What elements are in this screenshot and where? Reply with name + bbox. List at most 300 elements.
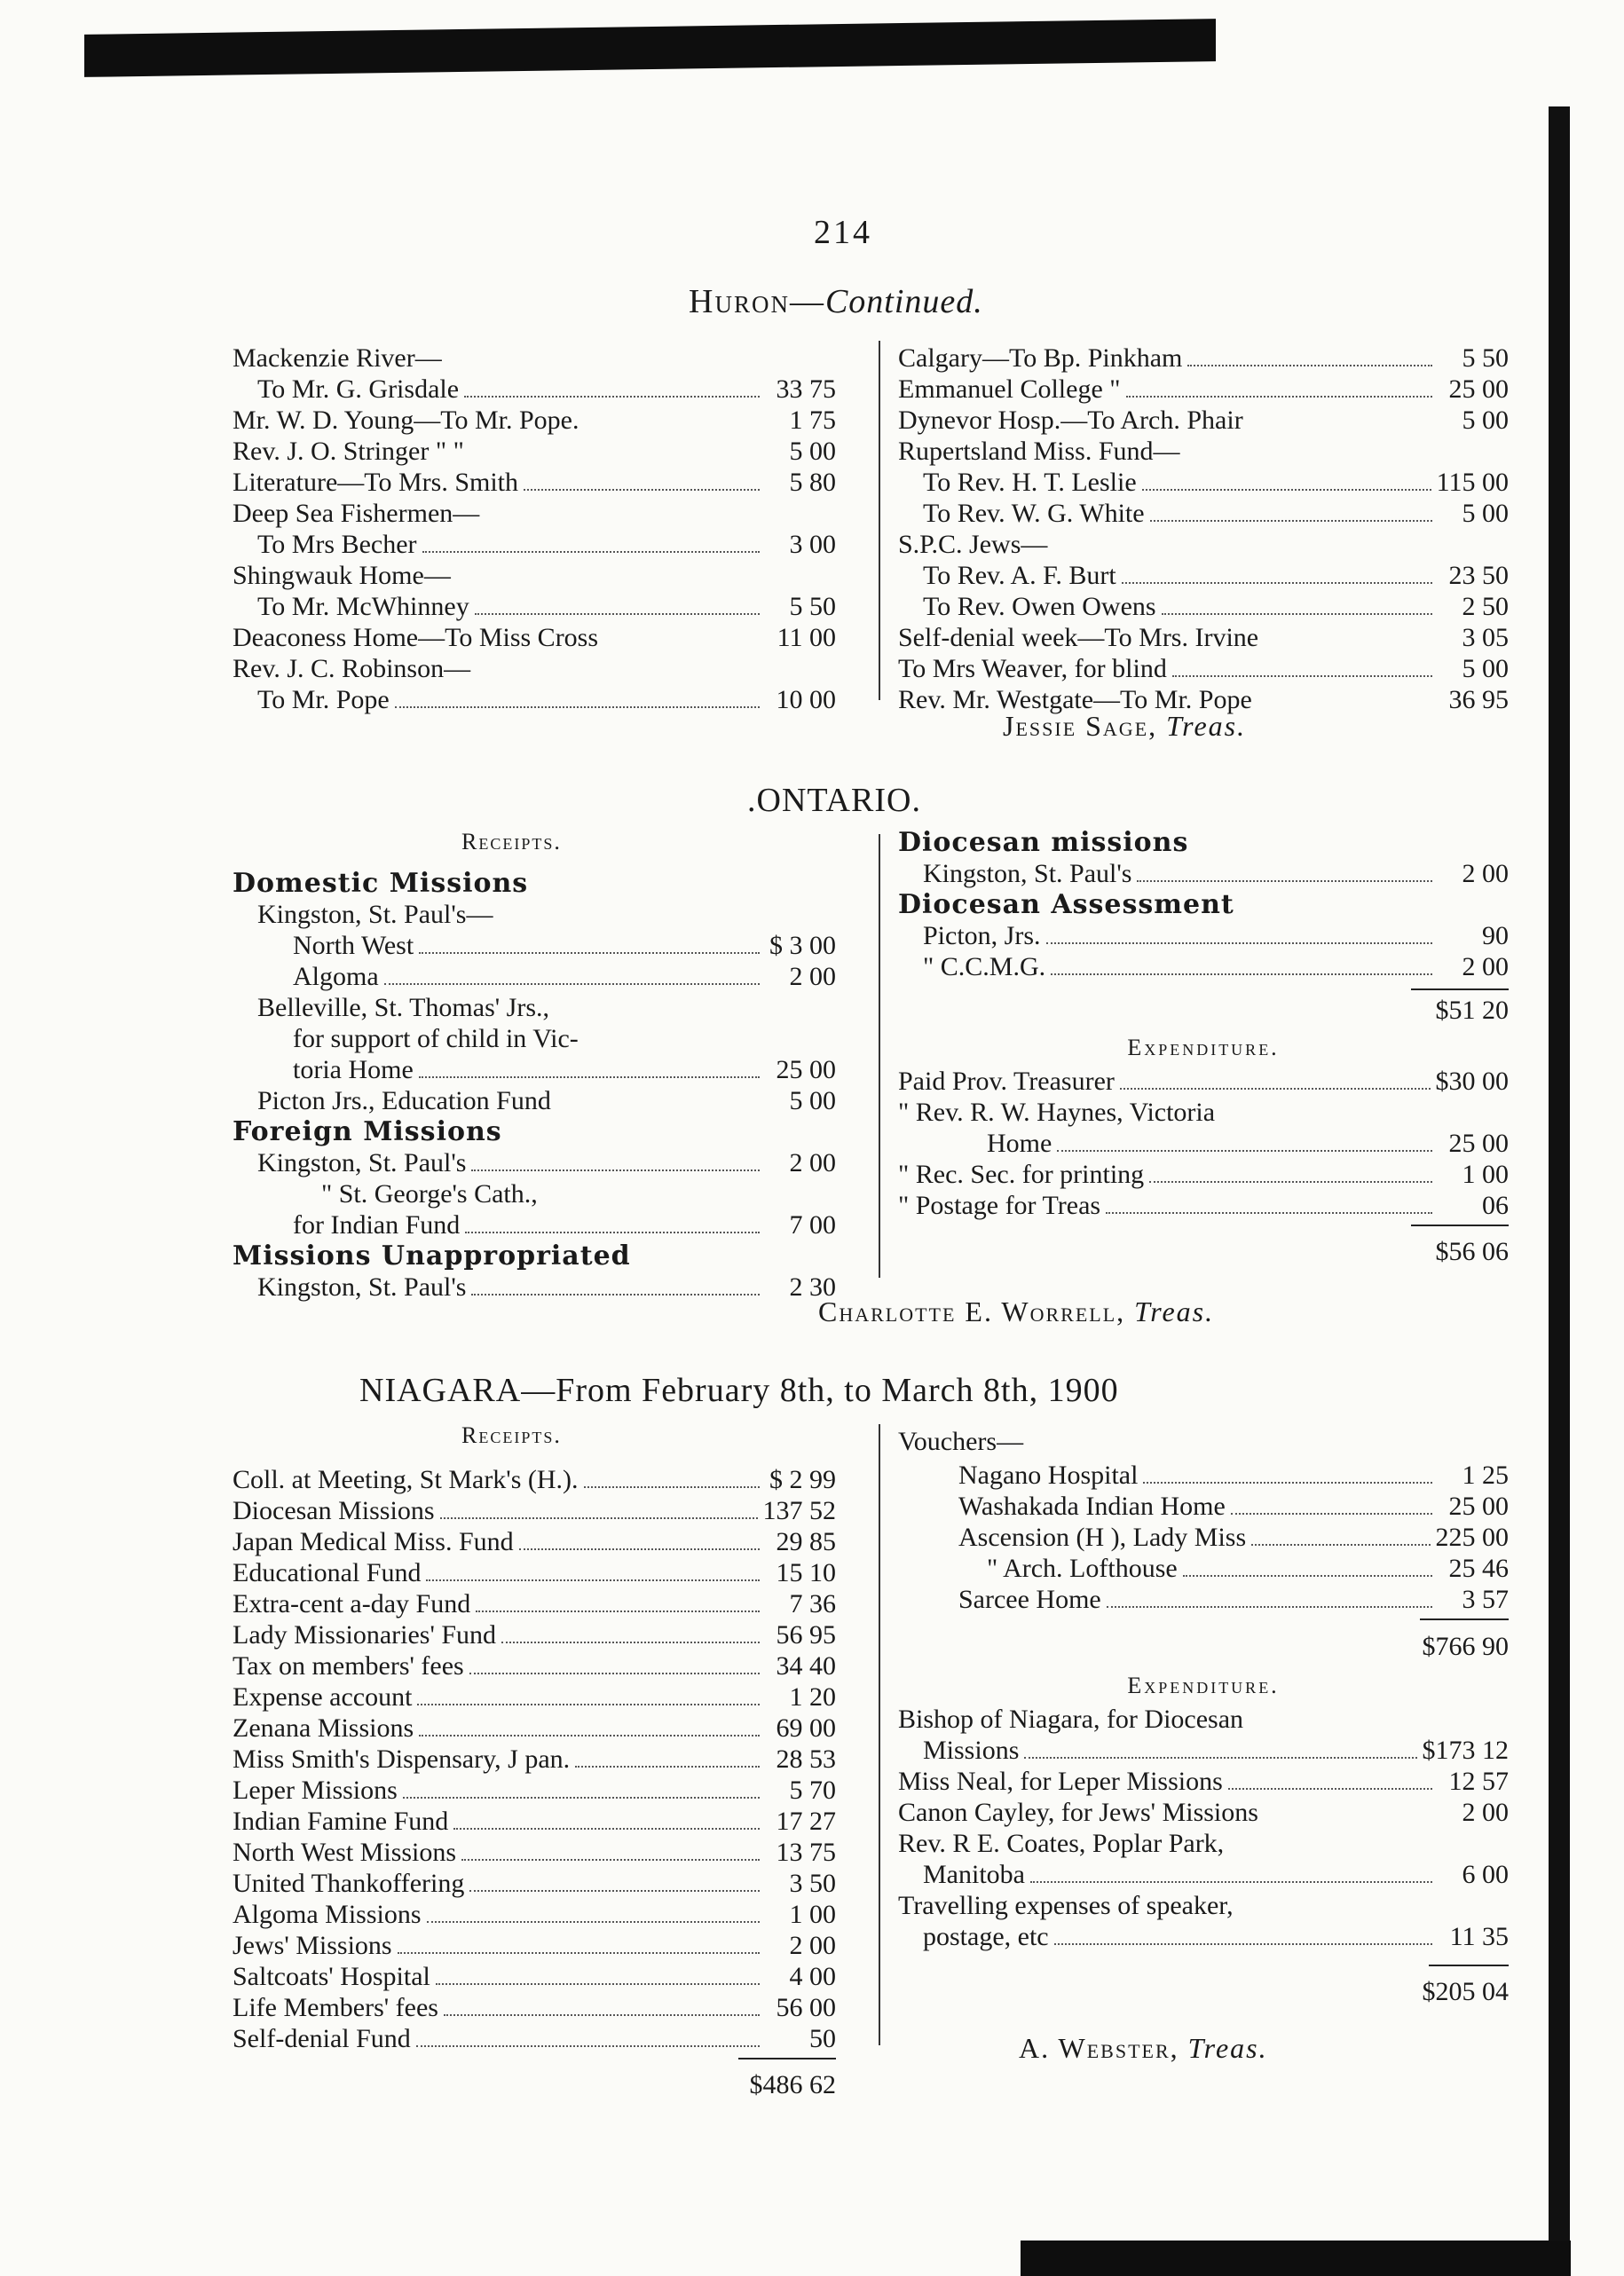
- ledger-entry: [898, 1491, 1509, 1522]
- entry-label: Rev. Mr. Westgate—To Mr. Pope: [898, 685, 1252, 714]
- entry-label: Rev. J. O. Stringer " ": [233, 437, 464, 466]
- ontario-signature-title: Treas.: [1134, 1296, 1215, 1327]
- entry-label: " Postage for Treas: [898, 1191, 1101, 1220]
- dot-leader: [1122, 582, 1432, 584]
- dot-leader: [1172, 675, 1432, 677]
- dot-leader: [1030, 1881, 1432, 1883]
- ledger-entry: [898, 591, 1509, 622]
- dot-leader: [419, 1076, 760, 1078]
- entry-amount: 06: [1482, 1191, 1509, 1220]
- ledger-entry: [233, 1526, 836, 1557]
- entry-amount: 33 75: [776, 374, 836, 404]
- entry-label: " Rec. Sec. for printing: [898, 1160, 1145, 1189]
- ledger-entry: [233, 436, 836, 467]
- ledger-entry: [233, 1713, 836, 1744]
- dot-leader: [524, 489, 760, 491]
- section-heading: Domestic Missions: [233, 868, 529, 899]
- ledger-entry: [898, 436, 1509, 467]
- dot-leader: [1054, 1943, 1432, 1945]
- column-divider: [879, 834, 880, 1278]
- entry-amount: 7 00: [789, 1210, 836, 1240]
- ledger-entry: [898, 1735, 1509, 1766]
- ontario-heading: .ONTARIO.: [747, 782, 921, 819]
- dot-leader: [1228, 1788, 1432, 1790]
- niagara-receipts-label: Receipts.: [461, 1422, 562, 1448]
- ledger-entry: [233, 1495, 836, 1526]
- ledger-entry: [233, 992, 836, 1023]
- ledger-entry: [233, 930, 836, 961]
- entry-label: for Indian Fund: [293, 1210, 461, 1240]
- entry-label: postage, etc: [923, 1922, 1049, 1951]
- ontario-signature: [818, 1296, 1214, 1328]
- entry-amount: $ 2 99: [769, 1465, 836, 1494]
- ledger-entry: [233, 1147, 836, 1178]
- niagara-receipts-list: [233, 1464, 836, 2054]
- entry-amount: 5 00: [1462, 499, 1509, 528]
- ledger-entry: [233, 1775, 836, 1806]
- niagara-expenditure-total: $205 04: [1422, 1977, 1509, 2006]
- dot-leader: [465, 1232, 760, 1233]
- entry-label: Ascension (H ), Lady Miss: [958, 1523, 1247, 1552]
- entry-label: Travelling expenses of speaker,: [898, 1891, 1234, 1920]
- entry-label: Self-denial week—To Mrs. Irvine: [898, 623, 1259, 652]
- entry-amount: 1 00: [789, 1900, 836, 1929]
- dot-leader: [1231, 1513, 1432, 1515]
- ledger-entry: [233, 405, 836, 436]
- ledger-entry: [233, 2023, 836, 2054]
- dot-leader: [436, 1983, 760, 1985]
- niagara-signature-title: Treas.: [1187, 2032, 1268, 2064]
- ledger-entry: [233, 1961, 836, 1992]
- dot-leader: [419, 952, 760, 954]
- entry-label: To Mr. G. Grisdale: [257, 374, 460, 404]
- entry-amount: 25 00: [1448, 1492, 1509, 1521]
- niagara-right-column: [898, 1424, 1509, 2012]
- dot-leader: [1187, 365, 1432, 366]
- entry-label: Self-denial Fund: [233, 2024, 411, 2053]
- huron-left-column: [233, 343, 836, 715]
- dot-leader: [1149, 1181, 1432, 1183]
- entry-label: Deep Sea Fishermen—: [233, 499, 480, 528]
- niagara-vouchers-label: Vouchers—: [898, 1427, 1024, 1456]
- entry-label: Sarcee Home: [958, 1585, 1101, 1614]
- huron-heading-text: Huron—: [689, 283, 825, 320]
- entry-label: Kingston, St. Paul's: [257, 1272, 467, 1302]
- ledger-entry: [233, 591, 836, 622]
- section-heading: Diocesan Assessment: [898, 889, 1234, 920]
- dot-leader: [1137, 880, 1432, 882]
- entry-label: Kingston, St. Paul's: [257, 1148, 467, 1177]
- dot-leader: [1107, 1606, 1432, 1608]
- entry-label: Deaconess Home—To Miss Cross: [233, 623, 599, 652]
- niagara-vouchers-total: $766 90: [1422, 1632, 1509, 1661]
- entry-label: To Rev. H. T. Leslie: [923, 468, 1137, 497]
- entry-amount: 50: [809, 2024, 836, 2053]
- ledger-entry: [898, 858, 1509, 889]
- dot-leader: [398, 1952, 760, 1954]
- ledger-entry: [898, 1066, 1509, 1097]
- niagara-heading: NIAGARA—From February 8th, to March 8th, 1900: [359, 1372, 1119, 1409]
- ledger-entry: [233, 1992, 836, 2023]
- dot-leader: [1051, 973, 1432, 975]
- ledger-entry: [898, 405, 1509, 436]
- ledger-entry: [233, 1023, 836, 1054]
- dot-leader: [426, 1579, 760, 1581]
- entry-label: Kingston, St. Paul's: [923, 859, 1132, 888]
- ledger-entry: [898, 1584, 1509, 1615]
- dot-leader: [416, 2045, 760, 2047]
- entry-label: Expense account: [233, 1682, 413, 1712]
- entry-label: " Arch. Lofthouse: [987, 1554, 1178, 1583]
- entry-label: toria Home: [293, 1055, 414, 1084]
- ledger-entry: [233, 1806, 836, 1837]
- dot-leader: [519, 1548, 760, 1550]
- entry-amount: 56 95: [776, 1620, 836, 1650]
- entry-amount: 90: [1482, 921, 1509, 950]
- entry-amount: 34 40: [776, 1651, 836, 1681]
- dot-leader: [464, 396, 760, 398]
- entry-amount: 2 00: [1462, 1798, 1509, 1827]
- ledger-entry: [898, 374, 1509, 405]
- dot-leader: [1106, 1212, 1432, 1214]
- huron-heading-italic: Continued.: [824, 283, 983, 320]
- ledger-entry: [898, 498, 1509, 529]
- entry-amount: 3 00: [789, 530, 836, 559]
- ledger-entry: [233, 1178, 836, 1209]
- ledger-entry: [898, 622, 1509, 653]
- entry-label: Emmanuel College ": [898, 374, 1121, 404]
- entry-label: To Rev. A. F. Burt: [923, 561, 1116, 590]
- dot-leader: [575, 1766, 760, 1768]
- dot-leader: [417, 1704, 760, 1705]
- entry-label: Jews' Missions: [233, 1931, 392, 1960]
- huron-signature-name: Jessie Sage,: [1003, 710, 1158, 742]
- entry-amount: 2 00: [1462, 859, 1509, 888]
- entry-label: To Rev. Owen Owens: [923, 592, 1156, 621]
- niagara-receipts-total: $486 62: [749, 2070, 836, 2099]
- entry-label: " Rev. R. W. Haynes, Victoria: [898, 1098, 1216, 1127]
- entry-label: To Mr. McWhinney: [257, 592, 469, 621]
- entry-label: Literature—To Mrs. Smith: [233, 468, 519, 497]
- entry-amount: 28 53: [776, 1744, 836, 1774]
- entry-label: Nagano Hospital: [958, 1461, 1139, 1490]
- huron-heading: [689, 282, 983, 321]
- entry-amount: 5 00: [789, 437, 836, 466]
- entry-amount: $30 00: [1435, 1067, 1509, 1096]
- dot-leader: [403, 1797, 760, 1799]
- entry-amount: 7 36: [789, 1589, 836, 1618]
- ledger-entry: [898, 529, 1509, 560]
- entry-label: Picton Jrs., Education Fund: [257, 1086, 551, 1115]
- entry-amount: $ 3 00: [769, 931, 836, 960]
- niagara-signature-name: A. Webster,: [1019, 2032, 1179, 2064]
- section-heading: Diocesan missions: [898, 827, 1189, 858]
- ontario-receipts-label: Receipts.: [461, 829, 562, 854]
- entry-label: Saltcoats' Hospital: [233, 1962, 430, 1991]
- niagara-vouchers-list: [898, 1460, 1509, 1615]
- ledger-entry: [233, 1272, 836, 1303]
- entry-amount: 5 00: [1462, 406, 1509, 435]
- entry-amount: 115 00: [1436, 468, 1509, 497]
- page-number: 214: [814, 214, 872, 251]
- entry-label: Calgary—To Bp. Pinkham: [898, 343, 1183, 373]
- entry-label: for support of child in Vic-: [293, 1024, 579, 1053]
- dot-leader: [475, 613, 760, 615]
- entry-label: North West Missions: [233, 1838, 457, 1867]
- scan-border-top: [84, 19, 1216, 77]
- entry-label: Zenana Missions: [233, 1713, 414, 1743]
- entry-amount: 1 25: [1462, 1461, 1509, 1490]
- ledger-entry: [233, 1619, 836, 1650]
- ontario-expenditure-list: [898, 1066, 1509, 1221]
- dot-leader: [469, 1673, 760, 1674]
- entry-amount: 36 95: [1448, 685, 1509, 714]
- dot-leader: [453, 1828, 760, 1830]
- entry-label: Mr. W. D. Young—To Mr. Pope.: [233, 406, 579, 435]
- entry-amount: 3 50: [789, 1869, 836, 1898]
- ledger-entry: [898, 1921, 1509, 1952]
- entry-label: Mackenzie River—: [233, 343, 442, 373]
- ledger-entry: [898, 1704, 1509, 1735]
- entry-amount: 1 75: [789, 406, 836, 435]
- entry-label: Belleville, St. Thomas' Jrs.,: [257, 993, 550, 1022]
- entry-amount: 2 30: [789, 1272, 836, 1302]
- ledger-entry: [233, 1744, 836, 1775]
- entry-amount: 25 00: [776, 1055, 836, 1084]
- ledger-entry: [233, 1930, 836, 1961]
- ledger-entry: [898, 1159, 1509, 1190]
- entry-amount: 11 35: [1449, 1922, 1509, 1951]
- entry-label: " C.C.M.G.: [923, 952, 1046, 981]
- entry-label: Shingwauk Home—: [233, 561, 451, 590]
- entry-amount: 225 00: [1435, 1523, 1509, 1552]
- entry-amount: 56 00: [776, 1993, 836, 2022]
- dot-leader: [395, 706, 760, 708]
- entry-label: Tax on members' fees: [233, 1651, 464, 1681]
- ledger-entry: [898, 343, 1509, 374]
- ledger-entry: [898, 1460, 1509, 1491]
- dot-leader: [476, 1611, 760, 1612]
- entry-label: North West: [293, 931, 414, 960]
- ledger-entry: [898, 467, 1509, 498]
- entry-label: Bishop of Niagara, for Diocesan: [898, 1705, 1244, 1734]
- entry-label: To Mrs Becher: [257, 530, 417, 559]
- dot-leader: [1046, 942, 1432, 944]
- entry-label: S.P.C. Jews—: [898, 530, 1048, 559]
- ledger-entry: [898, 1890, 1509, 1921]
- entry-label: Manitoba: [923, 1860, 1025, 1889]
- entry-amount: 11 00: [777, 623, 836, 652]
- dot-leader: [419, 1735, 760, 1737]
- entry-amount: 5 50: [1462, 343, 1509, 373]
- ledger-entry: [233, 653, 836, 684]
- entry-label: Picton, Jrs.: [923, 921, 1041, 950]
- entry-amount: $173 12: [1422, 1736, 1509, 1765]
- ledger-entry: [233, 1650, 836, 1681]
- ledger-entry: [898, 1797, 1509, 1828]
- dot-leader: [1126, 396, 1432, 398]
- ledger-entry: [233, 529, 836, 560]
- ledger-entry: [233, 899, 836, 930]
- dot-leader: [444, 2014, 760, 2016]
- dot-leader: [1142, 489, 1431, 491]
- niagara-receipts-summary: [233, 2054, 836, 2105]
- entry-amount: 2 00: [789, 962, 836, 991]
- entry-label: Paid Prov. Treasurer: [898, 1067, 1115, 1096]
- entry-label: Algoma Missions: [233, 1900, 422, 1929]
- total-rule: [1411, 1225, 1509, 1226]
- dot-leader: [469, 1890, 760, 1892]
- ledger-entry: [898, 653, 1509, 684]
- ledger-entry: [233, 1054, 836, 1085]
- entry-label: Rev. J. C. Robinson—: [233, 654, 471, 683]
- ledger-entry: [233, 1588, 836, 1619]
- niagara-signature: [1019, 2032, 1268, 2065]
- entry-label: Extra-cent a-day Fund: [233, 1589, 471, 1618]
- entry-label: Dynevor Hosp.—To Arch. Phair: [898, 406, 1243, 435]
- ledger-entry: [233, 1085, 836, 1116]
- ledger-entry: [233, 961, 836, 992]
- dot-leader: [384, 983, 760, 985]
- entry-amount: 2 50: [1462, 592, 1509, 621]
- entry-label: To Mr. Pope: [257, 685, 390, 714]
- huron-signature-title: Treas.: [1166, 710, 1247, 742]
- column-divider: [879, 1424, 880, 2045]
- entry-amount: 25 46: [1448, 1554, 1509, 1583]
- ontario-right-summary: [898, 985, 1509, 1272]
- entry-label: Kingston, St. Paul's—: [257, 900, 493, 929]
- dot-leader: [1143, 1482, 1432, 1484]
- entry-label: Algoma: [293, 962, 379, 991]
- ledger-entry: [233, 684, 836, 715]
- ontario-signature-name: Charlotte E. Worrell,: [818, 1296, 1126, 1327]
- entry-label: Miss Smith's Dispensary, J pan.: [233, 1744, 571, 1774]
- entry-label: Educational Fund: [233, 1558, 422, 1587]
- ledger-entry: [898, 1097, 1509, 1128]
- ontario-expenditure-total: $56 06: [1435, 1237, 1509, 1266]
- entry-amount: 17 27: [776, 1807, 836, 1836]
- ledger-entry: [233, 1557, 836, 1588]
- entry-amount: 4 00: [789, 1962, 836, 1991]
- entry-amount: 5 00: [1462, 654, 1509, 683]
- entry-amount: 1 20: [789, 1682, 836, 1712]
- entry-label: Leper Missions: [233, 1776, 398, 1805]
- entry-label: United Thankoffering: [233, 1869, 465, 1898]
- dot-leader: [1162, 613, 1432, 615]
- section-heading: Missions Unappropriated: [233, 1240, 631, 1272]
- ledger-entry: [233, 498, 836, 529]
- ledger-entry: [898, 920, 1509, 951]
- ledger-entry: [233, 1681, 836, 1713]
- entry-amount: 10 00: [776, 685, 836, 714]
- ledger-entry: [233, 1464, 836, 1495]
- ledger-entry: [898, 1128, 1509, 1159]
- total-rule: [1429, 1965, 1509, 1966]
- entry-amount: 137 52: [762, 1496, 836, 1525]
- ledger-entry: [898, 1553, 1509, 1584]
- dot-leader: [584, 1486, 760, 1488]
- dot-leader: [1024, 1757, 1416, 1759]
- entry-label: Home: [987, 1129, 1052, 1158]
- entry-amount: 3 05: [1462, 623, 1509, 652]
- entry-label: Diocesan Missions: [233, 1496, 435, 1525]
- entry-amount: 2 00: [789, 1931, 836, 1960]
- dot-leader: [422, 551, 760, 553]
- dot-leader: [1150, 520, 1432, 522]
- entry-label: Rupertsland Miss. Fund—: [898, 437, 1180, 466]
- section-heading: Foreign Missions: [233, 1116, 502, 1147]
- dot-leader: [1251, 1544, 1430, 1546]
- total-rule: [738, 2058, 836, 2059]
- entry-label: Canon Cayley, for Jews' Missions: [898, 1798, 1258, 1827]
- dot-leader: [471, 1170, 760, 1171]
- entry-amount: 5 70: [789, 1776, 836, 1805]
- entry-label: Indian Famine Fund: [233, 1807, 449, 1836]
- dot-leader: [501, 1642, 760, 1643]
- ledger-entry: [233, 1868, 836, 1899]
- entry-amount: 13 75: [776, 1838, 836, 1867]
- entry-label: " St. George's Cath.,: [321, 1179, 538, 1209]
- entry-amount: 5 00: [789, 1086, 836, 1115]
- column-divider: [879, 341, 880, 700]
- entry-amount: 23 50: [1448, 561, 1509, 590]
- ontario-expenditure-label: Expenditure.: [1127, 1035, 1280, 1060]
- entry-amount: 29 85: [776, 1527, 836, 1556]
- entry-amount: 6 00: [1462, 1860, 1509, 1889]
- niagara-expenditure-list: [898, 1704, 1509, 1952]
- ledger-entry: [898, 951, 1509, 982]
- ledger-entry: [233, 1837, 836, 1868]
- entry-label: Life Members' fees: [233, 1993, 438, 2022]
- ontario-left-column: [233, 868, 836, 1303]
- scan-border-right: [1549, 106, 1570, 2272]
- ledger-entry: [233, 560, 836, 591]
- ledger-entry: [233, 1899, 836, 1930]
- ontario-receipts-total: $51 20: [1435, 996, 1509, 1025]
- entry-label: Rev. R E. Coates, Poplar Park,: [898, 1829, 1225, 1858]
- ledger-entry: [898, 1522, 1509, 1553]
- entry-label: Washakada Indian Home: [958, 1492, 1226, 1521]
- entry-label: Miss Neal, for Leper Missions: [898, 1767, 1223, 1796]
- ledger-entry: [233, 622, 836, 653]
- dot-leader: [471, 1294, 760, 1296]
- entry-amount: 12 57: [1448, 1767, 1509, 1796]
- entry-amount: 15 10: [776, 1558, 836, 1587]
- ledger-entry: [233, 467, 836, 498]
- entry-amount: 2 00: [1462, 952, 1509, 981]
- ledger-entry: [898, 1766, 1509, 1797]
- dot-leader: [461, 1859, 760, 1861]
- entry-label: To Mrs Weaver, for blind: [898, 654, 1167, 683]
- ledger-entry: [898, 1828, 1509, 1859]
- entry-label: Missions: [923, 1736, 1020, 1765]
- ledger-entry: [898, 1859, 1509, 1890]
- ledger-entry: [233, 374, 836, 405]
- entry-amount: 2 00: [789, 1148, 836, 1177]
- entry-label: Japan Medical Miss. Fund: [233, 1527, 514, 1556]
- ledger-entry: [898, 560, 1509, 591]
- entry-label: To Rev. W. G. White: [923, 499, 1145, 528]
- scan-border-bottom: [1021, 2241, 1571, 2276]
- entry-amount: 25 00: [1448, 374, 1509, 404]
- ledger-entry: [233, 1209, 836, 1240]
- dot-leader: [427, 1921, 760, 1923]
- huron-signature: [1003, 710, 1246, 743]
- dot-leader: [1183, 1575, 1432, 1577]
- ontario-right-column: [898, 827, 1509, 982]
- entry-label: Coll. at Meeting, St Mark's (H.).: [233, 1465, 579, 1494]
- dot-leader: [1120, 1088, 1431, 1090]
